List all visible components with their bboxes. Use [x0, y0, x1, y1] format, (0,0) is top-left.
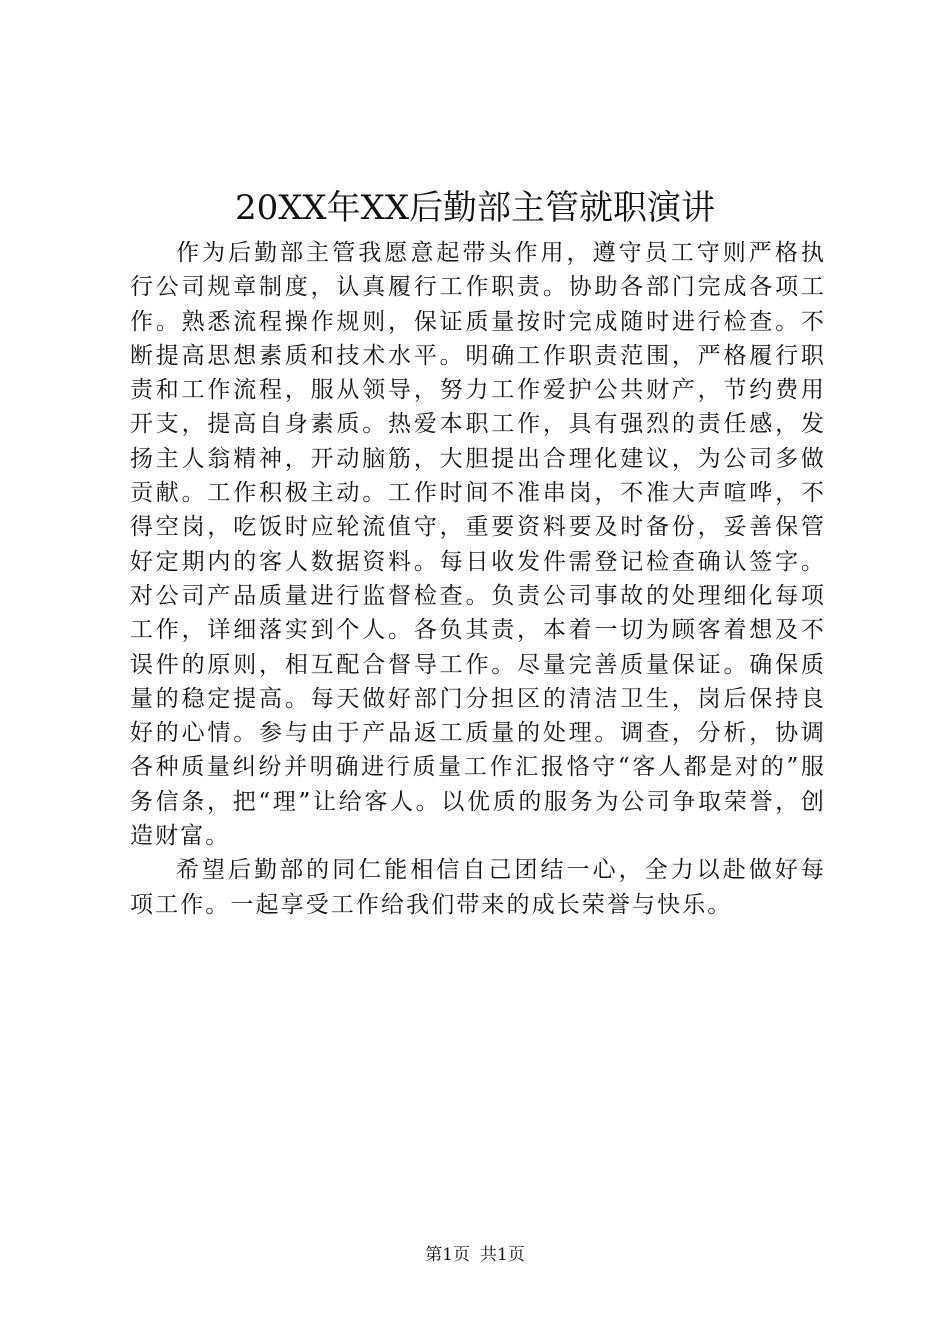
document-body: [130, 236, 826, 922]
page-footer: [0, 1244, 950, 1266]
document-title: 20XX年XX后勤部主管就职演讲: [234, 188, 716, 228]
paragraph: 希望后勤部的同仁能相信自己团结一心，全力以赴做好每项工作。一起享受工作给我们带来的成长荣誉与快乐。: [130, 857, 826, 918]
page-number: 第1页: [425, 1245, 470, 1265]
page-total: 共1页: [480, 1245, 525, 1265]
paragraph: 作为后勤部主管我愿意起带头作用，遵守员工守则严格执行公司规章制度，认真履行工作职责。协助各部门完成各项工作。熟悉流程操作规则，保证质量按时完成随时进行检查。不断提高思想素质和技术水平。明确工作职责范围，严格履行职责和工作流程，服从领导，努力工作爱护公共财产，节约费用开支，提高自身素质。热爱本职工作，具有强烈的责任感，发扬主人翁精神，开动脑筋，大胆提出合理化建议，为公司多做贡献。工作积极主动。工作时间不准串岗，不准大声喧哗，不得空岗，吃饭时应轮流值守，重要资料要及时备份，妥善保管好定期内的客人数据资料。每日收发件需登记检查确认签字。对公司产品质量进行监督检查。负责公司事故的处理细化每项工作，详细落实到个人。各负其责，本着一切为顾客着想及不误件的原则，相互配合督导工作。尽量完善质量保证。确保质量的稳定提高。每天做好部门分担区的清洁卫生，岗后保持良好的心情。参与由于产品返工质量的处理。调查，分析，协调各种质量纠纷并明确进行质量工作汇报恪守“客人都是对的”服务信条，把“理”让给客人。以优质的服务为公司争取荣誉，创造财富。: [130, 240, 826, 850]
